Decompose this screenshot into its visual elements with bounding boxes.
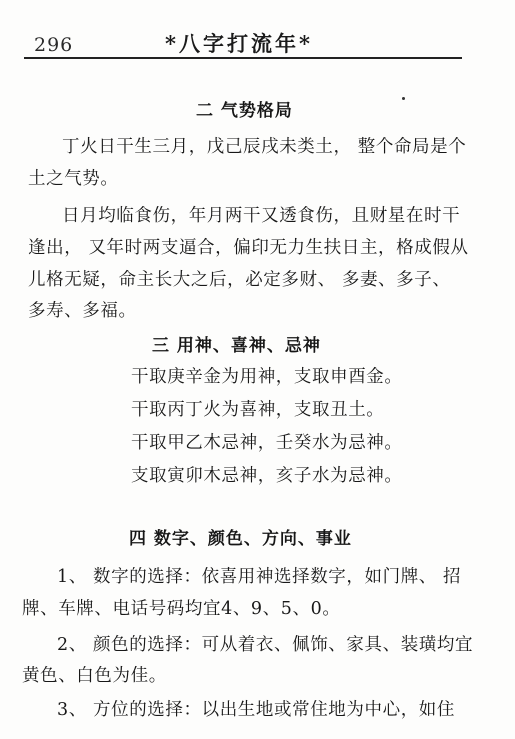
- gods-line: 干取庚辛金为用神，支取申酉金。: [131, 367, 403, 387]
- gods-line: 支取寅卯木忌神，亥子水为忌神。: [131, 466, 403, 486]
- paragraph-line: 3、 方位的选择：以出生地或常住地为中心，如住: [57, 700, 455, 720]
- paragraph-line: 日月均临食伤，年月两干又透食伤，且财星在时干: [62, 206, 461, 226]
- section-heading-pattern: 二 气势格局: [196, 101, 293, 121]
- paragraph-line: 1、 数字的选择：依喜用神选择数字，如门牌、 招: [57, 567, 462, 587]
- paragraph-line: 多寿、多福。: [28, 301, 137, 321]
- paragraph-line: 丁火日干生三月，戊己辰戌未类土， 整个命局是个: [62, 137, 467, 157]
- page-number: 296: [34, 34, 74, 56]
- section-heading-gods: 三 用神、喜神、忌神: [152, 336, 321, 356]
- paragraph-line: 土之气势。: [28, 169, 119, 189]
- paragraph-line: 牌、车牌、电话号码均宜4、9、5、0。: [22, 599, 341, 619]
- paragraph-line: 逢出， 又年时两支逼合，偏印无力生扶日主，格成假从: [28, 238, 469, 258]
- gods-line: 干取丙丁火为喜神，支取丑土。: [131, 400, 385, 420]
- paragraph-line: 儿格无疑，命主长大之后，必定多财、 多妻、多子、: [28, 270, 451, 290]
- gods-line: 干取甲乙木忌神，壬癸水为忌神。: [131, 433, 403, 453]
- paragraph-line: 黄色、白色为佳。: [22, 666, 167, 686]
- header-rule: [24, 57, 462, 59]
- section-heading-numbers-colors: 四 数字、颜色、方向、事业: [129, 529, 352, 549]
- paragraph-line: 2、 颜色的选择：可从着衣、佩饰、家具、装璜均宜: [57, 635, 474, 655]
- running-title: *八字打流年*: [165, 31, 313, 56]
- scan-speck: [402, 97, 405, 100]
